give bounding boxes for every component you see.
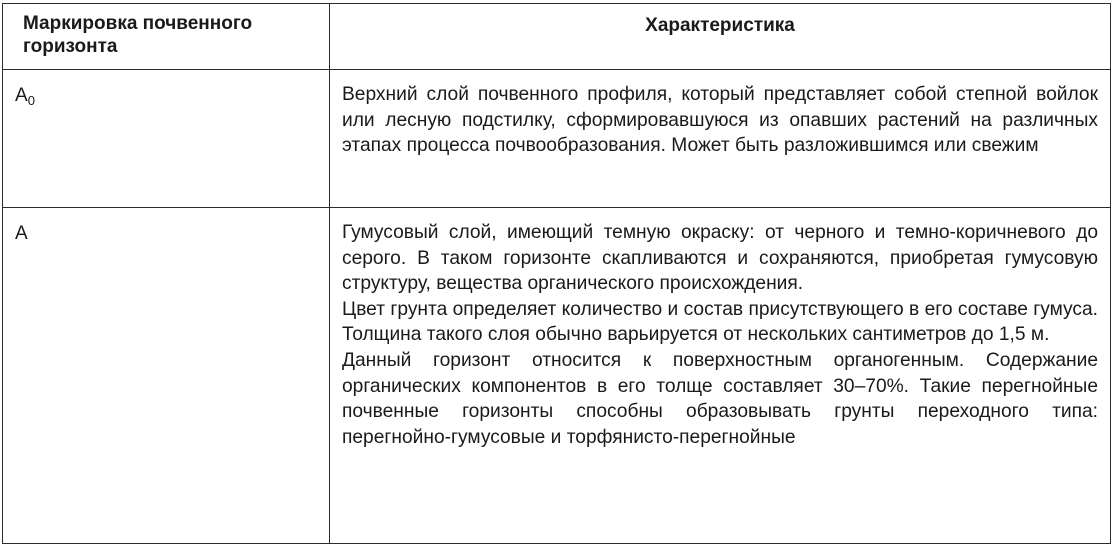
description-paragraph: Данный горизонт относится к поверхностным органогенным. Содержание органических компонентов в его толще составляет 30–70%. Такие перегнойные почвенные горизонты способны образовывать грунты переходного типа: перегнойно-гумусовые и торфянисто-перегнойные <box>342 349 1098 448</box>
description-paragraph: Цвет грунта определяет количество и состав присутствующего в его составе гумуса. Толщина такого слоя обычно варьируется от нескольких сантиметров до 1,5 м. <box>342 298 1098 346</box>
horizon-mark-subscript: 0 <box>27 93 35 108</box>
description-paragraph: Гумусовый слой, имеющий темную окраску: от черного и темно-коричневого до серого. В таком горизонте скапливаются и сохраняются, приобретая гумусовую структуру, вещества органического происхождения. <box>342 222 1098 295</box>
table-header-row <box>3 4 1111 70</box>
horizon-mark-cell <box>3 70 330 208</box>
horizon-mark-letter: A <box>15 85 28 106</box>
table-row-a0 <box>3 70 1111 208</box>
description-paragraph: Верхний слой почвенного профиля, который представляет собой степной войлок или лесную подстилку, сформировавшуюся из опавших растений на различных этапах процесса почвообразования. Может быть разложившимся или свежим <box>342 84 1098 157</box>
horizon-description-cell <box>330 70 1111 208</box>
soil-horizon-table <box>2 3 1111 544</box>
table-row-a <box>3 208 1111 544</box>
header-characteristic-text: Характеристика <box>645 15 795 36</box>
header-characteristic <box>330 4 1111 70</box>
header-marking <box>3 4 330 70</box>
header-marking-text: Маркировка почвенного горизонта <box>23 13 253 57</box>
horizon-mark-letter: A <box>15 223 28 244</box>
horizon-description-cell <box>330 208 1111 544</box>
horizon-mark-cell <box>3 208 330 544</box>
